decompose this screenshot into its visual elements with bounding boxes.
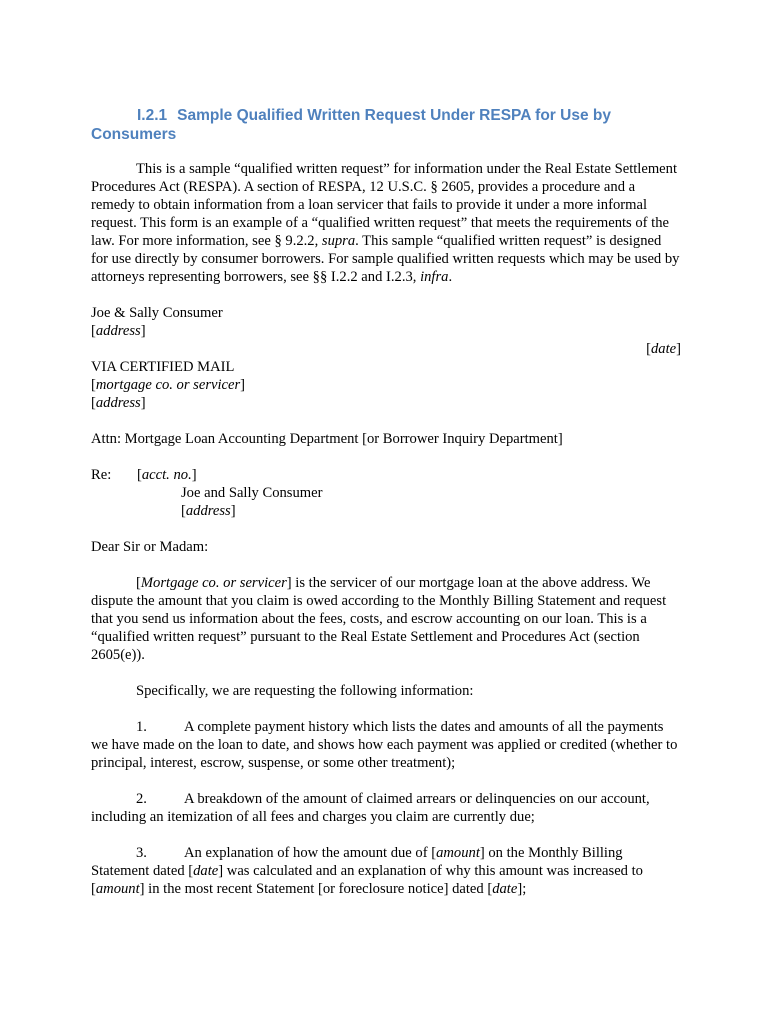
intro-supra: supra xyxy=(321,233,356,249)
list-item-amount: amount xyxy=(436,845,480,861)
intro-paragraph xyxy=(91,160,681,286)
section-heading xyxy=(91,106,681,144)
re-label: Re: xyxy=(91,467,112,483)
list-item-text: An explanation of how the amount due of [ xyxy=(184,845,437,861)
sender-address: [address] xyxy=(91,323,146,339)
list-item-number: 3. xyxy=(136,845,147,861)
re-line xyxy=(91,466,681,484)
letter-date: [date] xyxy=(646,341,681,357)
recipient-company-text: mortgage co. or servicer xyxy=(95,377,241,393)
section-title: Sample Qualified Written Request Under RESPA for Use by Consumers xyxy=(91,107,611,143)
re-address-text: address xyxy=(185,503,231,519)
list-item xyxy=(91,718,681,772)
section-number: I.2.1 xyxy=(137,107,168,124)
re-name: Joe and Sally Consumer xyxy=(181,485,323,501)
letter-date-text: date xyxy=(650,341,677,357)
list-item xyxy=(91,844,681,898)
list-item-text: A breakdown of the amount of claimed arrears or delinquencies on our account, including an itemization of all fees and charges you claim are currently due; xyxy=(91,791,650,825)
list-item-text: ] on the Monthly Billing Statement dated [ xyxy=(91,845,623,879)
body-text-1: ] is the servicer of our mortgage loan at the above address. We dispute the amount that you claim is owed according to the Monthly Billing Statement and request that you send us information about the fees, costs, and escrow accounting on our loan. This is a “qualified written request” pursuant to the Real Estate Settlement and Procedures Act (section 2605(e)). xyxy=(91,575,667,663)
list-item xyxy=(91,790,681,826)
re-account-text: acct. no. xyxy=(141,467,192,483)
sender-name: Joe & Sally Consumer xyxy=(91,305,223,321)
body-paragraph-1: [Mortgage co. or servicer] is the servicer of our mortgage loan at the above address. We dispute the amount that you claim is owed according to the Monthly Billing Statement and request that you send us information about the fees, costs, and escrow accounting on our loan. This is a “qualified written request” pursuant to the Real Estate Settlement and Procedures Act (section 2605(e)). xyxy=(91,575,667,663)
list-item-date: date xyxy=(193,863,219,879)
list-item-text: ] was calculated and an explanation of why this amount was increased to [ xyxy=(91,863,643,897)
document-page xyxy=(91,106,681,898)
intro-text-1: This is a sample “qualified written request” for information under the Real Estate Settlement Procedures Act (RESPA). A section of RESPA, 12 U.S.C. § 2605, provides a procedure and a remedy to obtain information from a loan servicer that fails to provide it under a more informal request. This form is an example of a “qualified written request” that meets the requirements of the law. For more information, see § 9.2.2, xyxy=(91,161,678,249)
list-item-number: 2. xyxy=(136,791,147,807)
intro-text-3: . xyxy=(448,269,453,285)
attn-line: Attn: Mortgage Loan Accounting Department [or Borrower Inquiry Department] xyxy=(91,431,563,447)
recipient-address: [address] xyxy=(91,395,146,411)
list-item-date: date xyxy=(492,881,518,897)
intro-infra: infra xyxy=(420,269,449,285)
re-account: [acct. no.] xyxy=(137,467,197,483)
list-item-amount: amount xyxy=(95,881,140,897)
body-servicer: Mortgage co. or servicer xyxy=(140,575,287,591)
salutation: Dear Sir or Madam: xyxy=(91,539,209,555)
body-paragraph-2: Specifically, we are requesting the following information: xyxy=(136,683,474,699)
list-item-text: ] in the most recent Statement [or foreclosure notice] dated [ xyxy=(139,881,493,897)
intro-text-2: . This sample “qualified written request” is designed for use directly by consumer borrowers. For sample qualified written requests which may be used by attorneys representing borrowers, see §§ I.2.2 and I.2.3, xyxy=(91,233,680,285)
list-item-text: A complete payment history which lists the dates and amounts of all the payments we have made on the loan to date, and shows how each payment was applied or credited (whether to principal, interest, escrow, suspense, or some other treatment); xyxy=(91,719,678,771)
list-item-number: 1. xyxy=(136,719,147,735)
list-item-text: ]; xyxy=(517,881,527,897)
sender-address-text: address xyxy=(95,323,141,339)
re-address: [address] xyxy=(181,503,236,519)
via-line: VIA CERTIFIED MAIL xyxy=(91,359,235,375)
recipient-company: [mortgage co. or servicer] xyxy=(91,377,246,393)
recipient-address-text: address xyxy=(95,395,141,411)
